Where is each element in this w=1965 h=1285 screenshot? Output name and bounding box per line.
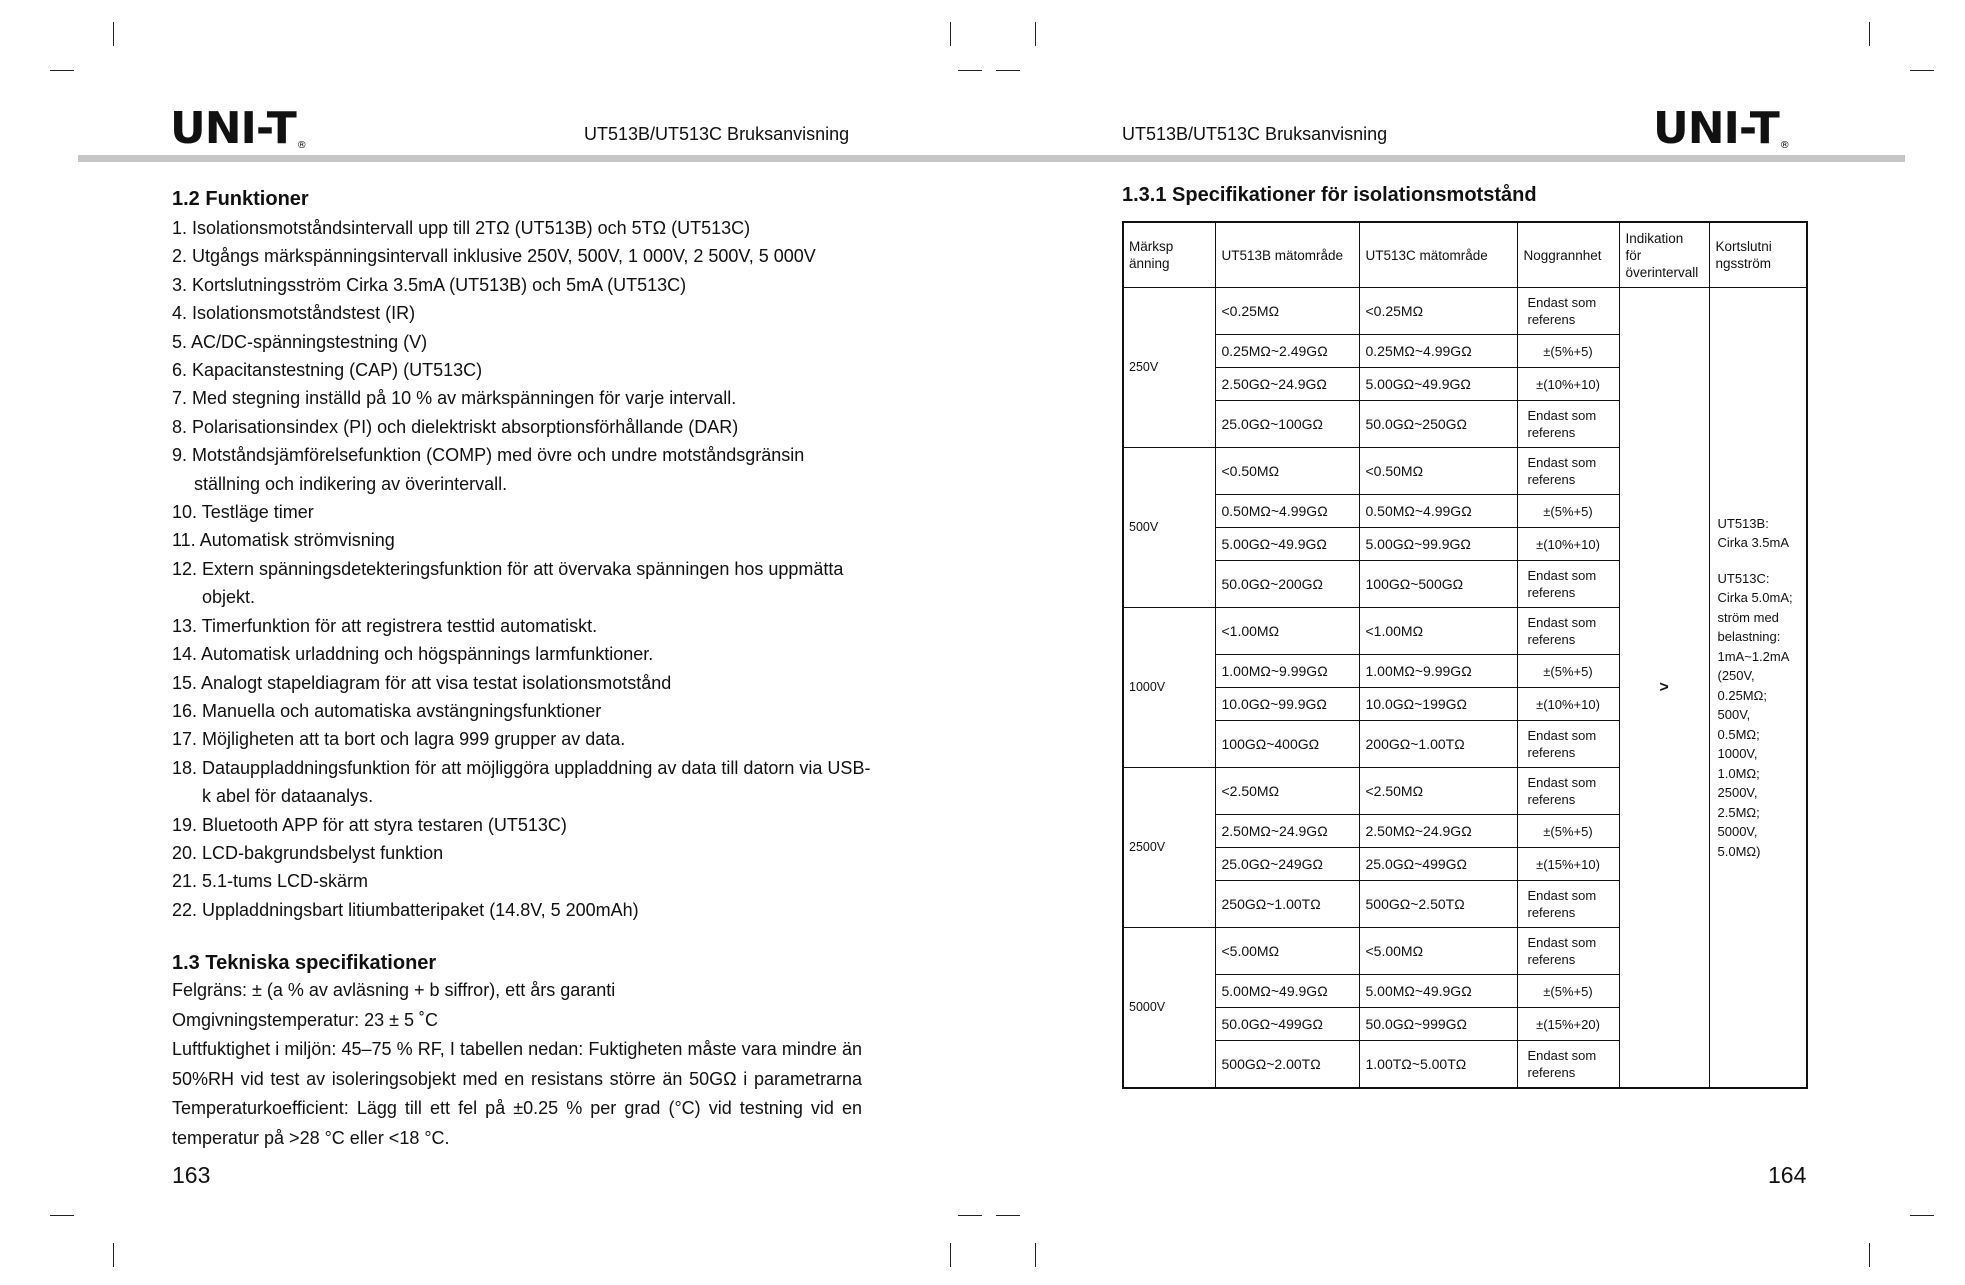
crop-mark xyxy=(1869,1243,1870,1267)
crop-mark xyxy=(1035,1243,1036,1267)
ut513b-range-cell: 2.50GΩ~24.9GΩ xyxy=(1215,368,1359,401)
ut513c-range-cell: 50.0GΩ~999GΩ xyxy=(1359,1008,1517,1041)
crop-mark xyxy=(1869,22,1870,46)
crop-mark xyxy=(958,70,982,71)
crop-mark xyxy=(996,1215,1020,1216)
humidity-text: Luftfuktighet i miljön: 45–75 % RF, I tabellen nedan: Fuktigheten måste vara mindre än 50%RH vid test av isoleringsobjekt med en resistans större än 50GΩ i parametrarna Temperaturkoefficient: Lägg till ett fel på ±0.25 % per grad (°C) vid testning vid en temperatur på >28 °C eller <18 °C. xyxy=(172,1039,862,1148)
ut513c-range-cell: 5.00GΩ~99.9GΩ xyxy=(1359,528,1517,561)
error-limit: Felgräns: ± (a % av avläsning + b siffror), ett års garanti xyxy=(172,980,616,1001)
feature-item: 13. Timerfunktion för att registrera testtid automatiskt. xyxy=(172,615,598,636)
ut513c-range-cell: 10.0GΩ~199GΩ xyxy=(1359,688,1517,721)
accuracy-cell: ±(15%+10) xyxy=(1517,848,1619,881)
over-range-indicator: > xyxy=(1619,288,1709,1089)
insulation-spec-table xyxy=(1122,221,1808,1089)
crop-mark xyxy=(950,1243,951,1267)
accuracy-cell: ±(10%+10) xyxy=(1517,528,1619,561)
right-header-title: UT513B/UT513C Bruksanvisning xyxy=(1122,124,1388,144)
accuracy-cell: ±(5%+5) xyxy=(1517,975,1619,1008)
feature-item: 17. Möjligheten att ta bort och lagra 999 grupper av data. xyxy=(172,729,626,750)
feature-item: 8. Polarisationsindex (PI) och dielektriskt absorptionsförhållande (DAR) xyxy=(172,416,739,437)
accuracy-cell: ±(10%+10) xyxy=(1517,688,1619,721)
short-circuit-ut513c: UT513C: Cirka 5.0mA; ström med belastning: 1mA~1.2mA (250V, 0.25MΩ; 500V, 0.5MΩ; 1000V, 1.0MΩ; 2500V, 2.5MΩ; 5000V, 5.0MΩ) xyxy=(1717,570,1793,859)
accuracy-cell: Endast som referens xyxy=(1517,928,1619,975)
crop-mark xyxy=(1035,22,1036,46)
ut513b-range-cell: 1.00MΩ~9.99GΩ xyxy=(1215,655,1359,688)
specs-title: 1.3 Tekniska specifikationer xyxy=(172,952,437,975)
accuracy-cell: Endast som referens xyxy=(1517,561,1619,608)
feature-item: 22. Uppladdningsbart litiumbatteripaket (14.8V, 5 200mAh) xyxy=(172,899,639,920)
ut513c-range-cell: <5.00MΩ xyxy=(1359,928,1517,975)
table-title: 1.3.1 Specifikationer för isolationsmotstånd xyxy=(1122,184,1537,206)
page-number-right: 164 xyxy=(1768,1162,1807,1188)
ut513c-range-cell: 200GΩ~1.00TΩ xyxy=(1359,721,1517,768)
ut513b-range-cell: <1.00MΩ xyxy=(1215,608,1359,655)
accuracy-cell: ±(10%+10) xyxy=(1517,368,1619,401)
crop-mark xyxy=(950,22,951,46)
ut513b-range-cell: 5.00GΩ~49.9GΩ xyxy=(1215,528,1359,561)
accuracy-cell: ±(5%+5) xyxy=(1517,815,1619,848)
header-rated-voltage: Märksp änning xyxy=(1123,222,1215,288)
ut513b-range-cell: 250GΩ~1.00TΩ xyxy=(1215,881,1359,928)
crop-mark xyxy=(1910,70,1934,71)
ut513c-range-cell: 5.00GΩ~49.9GΩ xyxy=(1359,368,1517,401)
accuracy-cell: Endast som referens xyxy=(1517,721,1619,768)
ut513b-range-cell: 10.0GΩ~99.9GΩ xyxy=(1215,688,1359,721)
table-body xyxy=(1123,288,1807,1089)
feature-item: 6. Kapacitanstestning (CAP) (UT513C) xyxy=(172,360,483,381)
feature-item: 19. Bluetooth APP för att styra testaren (UT513C) xyxy=(172,814,567,835)
accuracy-cell: ±(5%+5) xyxy=(1517,495,1619,528)
feature-item: 10. Testläge timer xyxy=(172,502,314,523)
ut513c-range-cell: <0.50MΩ xyxy=(1359,448,1517,495)
ut513b-range-cell: <0.25MΩ xyxy=(1215,288,1359,335)
feature-item: 20. LCD-bakgrundsbelyst funktion xyxy=(172,842,444,863)
header-over-range: Indikation för överintervall xyxy=(1619,222,1709,288)
accuracy-cell: Endast som referens xyxy=(1517,448,1619,495)
feature-item: 2. Utgångs märkspänningsintervall inklusive 250V, 500V, 1 000V, 2 500V, 5 000V xyxy=(172,246,816,267)
header-short-circuit: Kortslutni ngsström xyxy=(1709,222,1807,288)
rated-voltage-cell: 2500V xyxy=(1123,768,1215,928)
crop-mark xyxy=(113,22,114,46)
ut513c-range-cell: 25.0GΩ~499GΩ xyxy=(1359,848,1517,881)
table-row xyxy=(1123,288,1807,335)
rated-voltage-cell: 1000V xyxy=(1123,608,1215,768)
uni-t-logo: UNI-T® xyxy=(1653,103,1789,154)
feature-item: 21. 5.1-tums LCD-skärm xyxy=(172,871,369,892)
feature-item: 14. Automatisk urladdning och högspännings larmfunktioner. xyxy=(172,644,654,665)
accuracy-cell: Endast som referens xyxy=(1517,608,1619,655)
feature-item: 1. Isolationsmotståndsintervall upp till 2TΩ (UT513B) och 5TΩ (UT513C) xyxy=(172,218,751,238)
feature-item: 11. Automatisk strömvisning xyxy=(172,530,395,551)
header-ut513b-range: UT513B mätområde xyxy=(1215,222,1359,288)
ut513b-range-cell: 100GΩ~400GΩ xyxy=(1215,721,1359,768)
ut513c-range-cell: 2.50MΩ~24.9GΩ xyxy=(1359,815,1517,848)
feature-item: 3. Kortslutningsström Cirka 3.5mA (UT513B) och 5mA (UT513C) xyxy=(172,274,687,295)
accuracy-cell: Endast som referens xyxy=(1517,768,1619,815)
ut513c-range-cell: <1.00MΩ xyxy=(1359,608,1517,655)
feature-item: 18. Datauppladdningsfunktion för att möjliggöra uppladdning av data till datorn via USB-k abel för dataanalys. xyxy=(172,757,871,807)
ut513c-range-cell: 100GΩ~500GΩ xyxy=(1359,561,1517,608)
feature-item: 15. Analogt stapeldiagram för att visa testat isolationsmotstånd xyxy=(172,672,672,693)
uni-t-logo: UNI-T® xyxy=(170,103,306,154)
accuracy-cell: Endast som referens xyxy=(1517,401,1619,448)
ut513c-range-cell: 500GΩ~2.50TΩ xyxy=(1359,881,1517,928)
header-accuracy: Noggrannhet xyxy=(1517,222,1619,288)
feature-item: 12. Extern spänningsdetekteringsfunktion för att övervaka spänningen hos uppmätta objekt. xyxy=(172,558,844,608)
ut513b-range-cell: 500GΩ~2.00TΩ xyxy=(1215,1041,1359,1089)
ut513b-range-cell: 50.0GΩ~499GΩ xyxy=(1215,1008,1359,1041)
ut513b-range-cell: <5.00MΩ xyxy=(1215,928,1359,975)
accuracy-cell: Endast som referens xyxy=(1517,1041,1619,1089)
ambient-temperature: Omgivningstemperatur: 23 ± 5 ˚C xyxy=(172,1009,438,1030)
rated-voltage-cell: 500V xyxy=(1123,448,1215,608)
accuracy-cell: Endast som referens xyxy=(1517,288,1619,335)
ut513b-range-cell: 0.25MΩ~2.49GΩ xyxy=(1215,335,1359,368)
ut513b-range-cell: 50.0GΩ~200GΩ xyxy=(1215,561,1359,608)
ut513b-range-cell: <2.50MΩ xyxy=(1215,768,1359,815)
feature-item: 7. Med stegning inställd på 10 % av märkspänningen för varje intervall. xyxy=(172,388,737,409)
feature-item: 16. Manuella och automatiska avstängningsfunktioner xyxy=(172,700,602,721)
spacer xyxy=(1718,553,1799,569)
page-number-left: 163 xyxy=(172,1162,211,1188)
ut513c-range-cell: 5.00MΩ~49.9GΩ xyxy=(1359,975,1517,1008)
ut513c-range-cell: 0.50MΩ~4.99GΩ xyxy=(1359,495,1517,528)
ut513c-range-cell: 50.0GΩ~250GΩ xyxy=(1359,401,1517,448)
ut513b-range-cell: 5.00MΩ~49.9GΩ xyxy=(1215,975,1359,1008)
crop-mark xyxy=(958,1215,982,1216)
ut513c-range-cell: 1.00MΩ~9.99GΩ xyxy=(1359,655,1517,688)
crop-mark xyxy=(996,70,1020,71)
ut513c-range-cell: 0.25MΩ~4.99GΩ xyxy=(1359,335,1517,368)
short-circuit-ut513b: UT513B: Cirka 3.5mA xyxy=(1717,515,1790,551)
ut513c-range-cell: <2.50MΩ xyxy=(1359,768,1517,815)
ut513c-range-cell: <0.25MΩ xyxy=(1359,288,1517,335)
ut513b-range-cell: 25.0GΩ~100GΩ xyxy=(1215,401,1359,448)
crop-mark xyxy=(1910,1215,1934,1216)
functions-title: 1.2 Funktioner xyxy=(172,188,309,210)
accuracy-cell: ±(15%+20) xyxy=(1517,1008,1619,1041)
ut513b-range-cell: 2.50MΩ~24.9GΩ xyxy=(1215,815,1359,848)
feature-item: 4. Isolationsmotståndstest (IR) xyxy=(172,303,416,324)
crop-mark xyxy=(50,1215,74,1216)
ut513c-range-cell: 1.00TΩ~5.00TΩ xyxy=(1359,1041,1517,1089)
crop-mark xyxy=(113,1243,114,1267)
short-circuit-cell xyxy=(1709,288,1807,1089)
accuracy-cell: ±(5%+5) xyxy=(1517,655,1619,688)
ut513b-range-cell: 25.0GΩ~249GΩ xyxy=(1215,848,1359,881)
ut513b-range-cell: 0.50MΩ~4.99GΩ xyxy=(1215,495,1359,528)
feature-list xyxy=(172,214,872,924)
left-page xyxy=(172,186,872,1153)
left-header-title: UT513B/UT513C Bruksanvisning xyxy=(584,124,850,144)
header-rule xyxy=(78,155,1905,162)
rated-voltage-cell: 250V xyxy=(1123,288,1215,448)
accuracy-cell: ±(5%+5) xyxy=(1517,335,1619,368)
crop-mark xyxy=(50,70,74,71)
feature-item: 5. AC/DC-spänningstestning (V) xyxy=(172,331,428,352)
feature-item: 9. Motståndsjämförelsefunktion (COMP) med övre och undre motståndsgränsin ställning och indikering av överintervall. xyxy=(172,445,805,494)
accuracy-cell: Endast som referens xyxy=(1517,881,1619,928)
rated-voltage-cell: 5000V xyxy=(1123,928,1215,1089)
header-ut513c-range: UT513C mätområde xyxy=(1359,222,1517,288)
ut513b-range-cell: <0.50MΩ xyxy=(1215,448,1359,495)
